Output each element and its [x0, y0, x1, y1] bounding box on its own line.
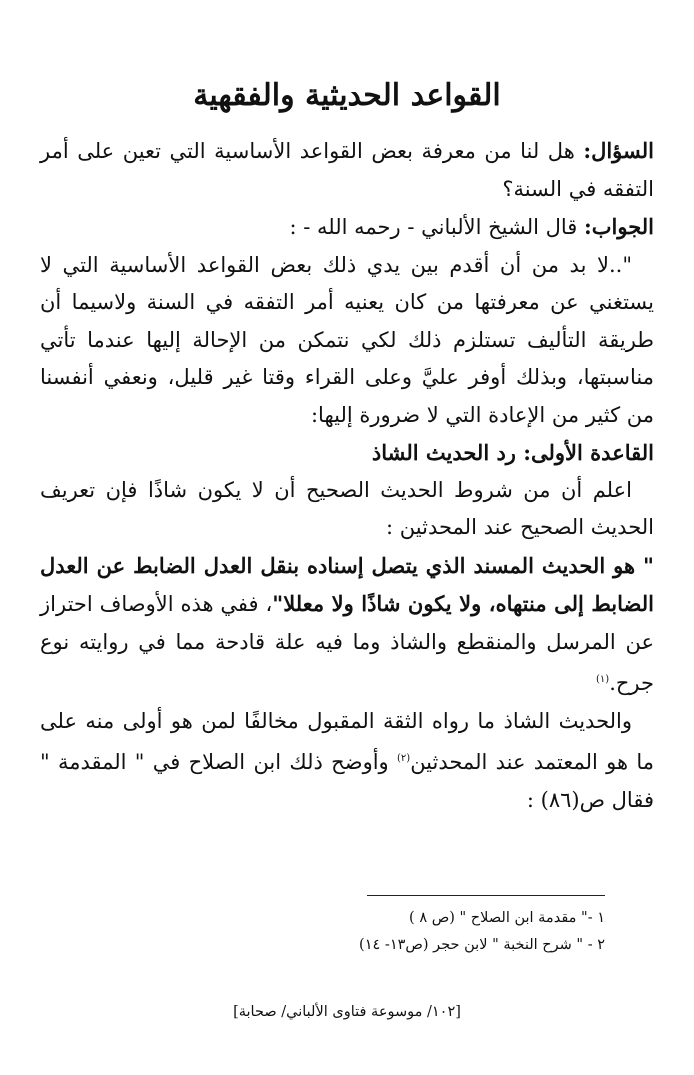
question-paragraph: [40, 132, 654, 208]
question-text: هل لنا من معرفة بعض القواعد الأساسية التي تعين على أمر التفقه في السنة؟: [40, 139, 654, 201]
intro-paragraph: "..لا بد من أن أقدم بين يدي ذلك بعض القواعد الأساسية التي لا يستغني عن معرفتها من كان يعنيه أمر التفقه في السنة ولاسيما أن طريقة التأليف تستلزم ذلك لكي نتمكن من الإحالة إليها عندما تأتي مناسبتها، وبذلك أوفر عليَّ وعلى القراء وقتا غير قليل، ونعفي أنفسنا من كثير من الإعادة التي لا ضرورة إليها:: [40, 252, 654, 427]
shadh-text-a: والحديث الشاذ ما رواه الثقة المقبول مخالفًا لمن هو أولى منه على ما هو المعتمد عند المحدثين: [40, 708, 654, 774]
quote-rest-text: ، ففي هذه الأوصاف احتراز عن المرسل والمنقطع والشاذ وما فيه علة قادحة مما في روايته نوع جرح.: [40, 592, 654, 695]
answer-label: الجواب:: [584, 214, 654, 239]
footnote-ref-1: (١): [596, 674, 610, 685]
page-footer: [١٠٢/ موسوعة فتاوى الألباني/ صحابة]: [233, 1004, 461, 1020]
quote-paragraph: [40, 547, 654, 703]
answer-paragraph: [40, 208, 654, 247]
footnote-ref-2: (٢): [397, 753, 411, 764]
footnote-divider: [367, 895, 605, 896]
page-title: القواعد الحديثية والفقهية: [193, 78, 501, 113]
footnote-2: ٢ - " شرح النخبة " لابن حجر (ص١٣- ١٤): [359, 937, 605, 953]
question-label: السؤال:: [583, 138, 654, 163]
quote-bold-text: " هو الحديث المسند الذي يتصل إسناده بنقل العدل الضابط عن العدل الضابط إلى منتهاه، ولا يكون شاذًا ولا معللا": [40, 552, 654, 616]
answer-text: قال الشيخ الألباني - رحمه الله - :: [289, 215, 578, 239]
definition-paragraph: اعلم أن من شروط الحديث الصحيح أن لا يكون شاذًا فإن تعريف الحديث الصحيح عند المحدثين :: [40, 477, 654, 539]
shadh-text-b: وأوضح ذلك ابن الصلاح في " المقدمة " فقال ص(٨٦) :: [40, 750, 654, 812]
shadh-paragraph: [40, 703, 654, 820]
body-text: [40, 132, 654, 819]
footnotes: [40, 905, 605, 959]
rule-heading: القاعدة الأولى: رد الحديث الشاذ: [371, 440, 654, 465]
footnote-1: ١ -" مقدمة ابن الصلاح " (ص ٨ ): [409, 910, 605, 926]
